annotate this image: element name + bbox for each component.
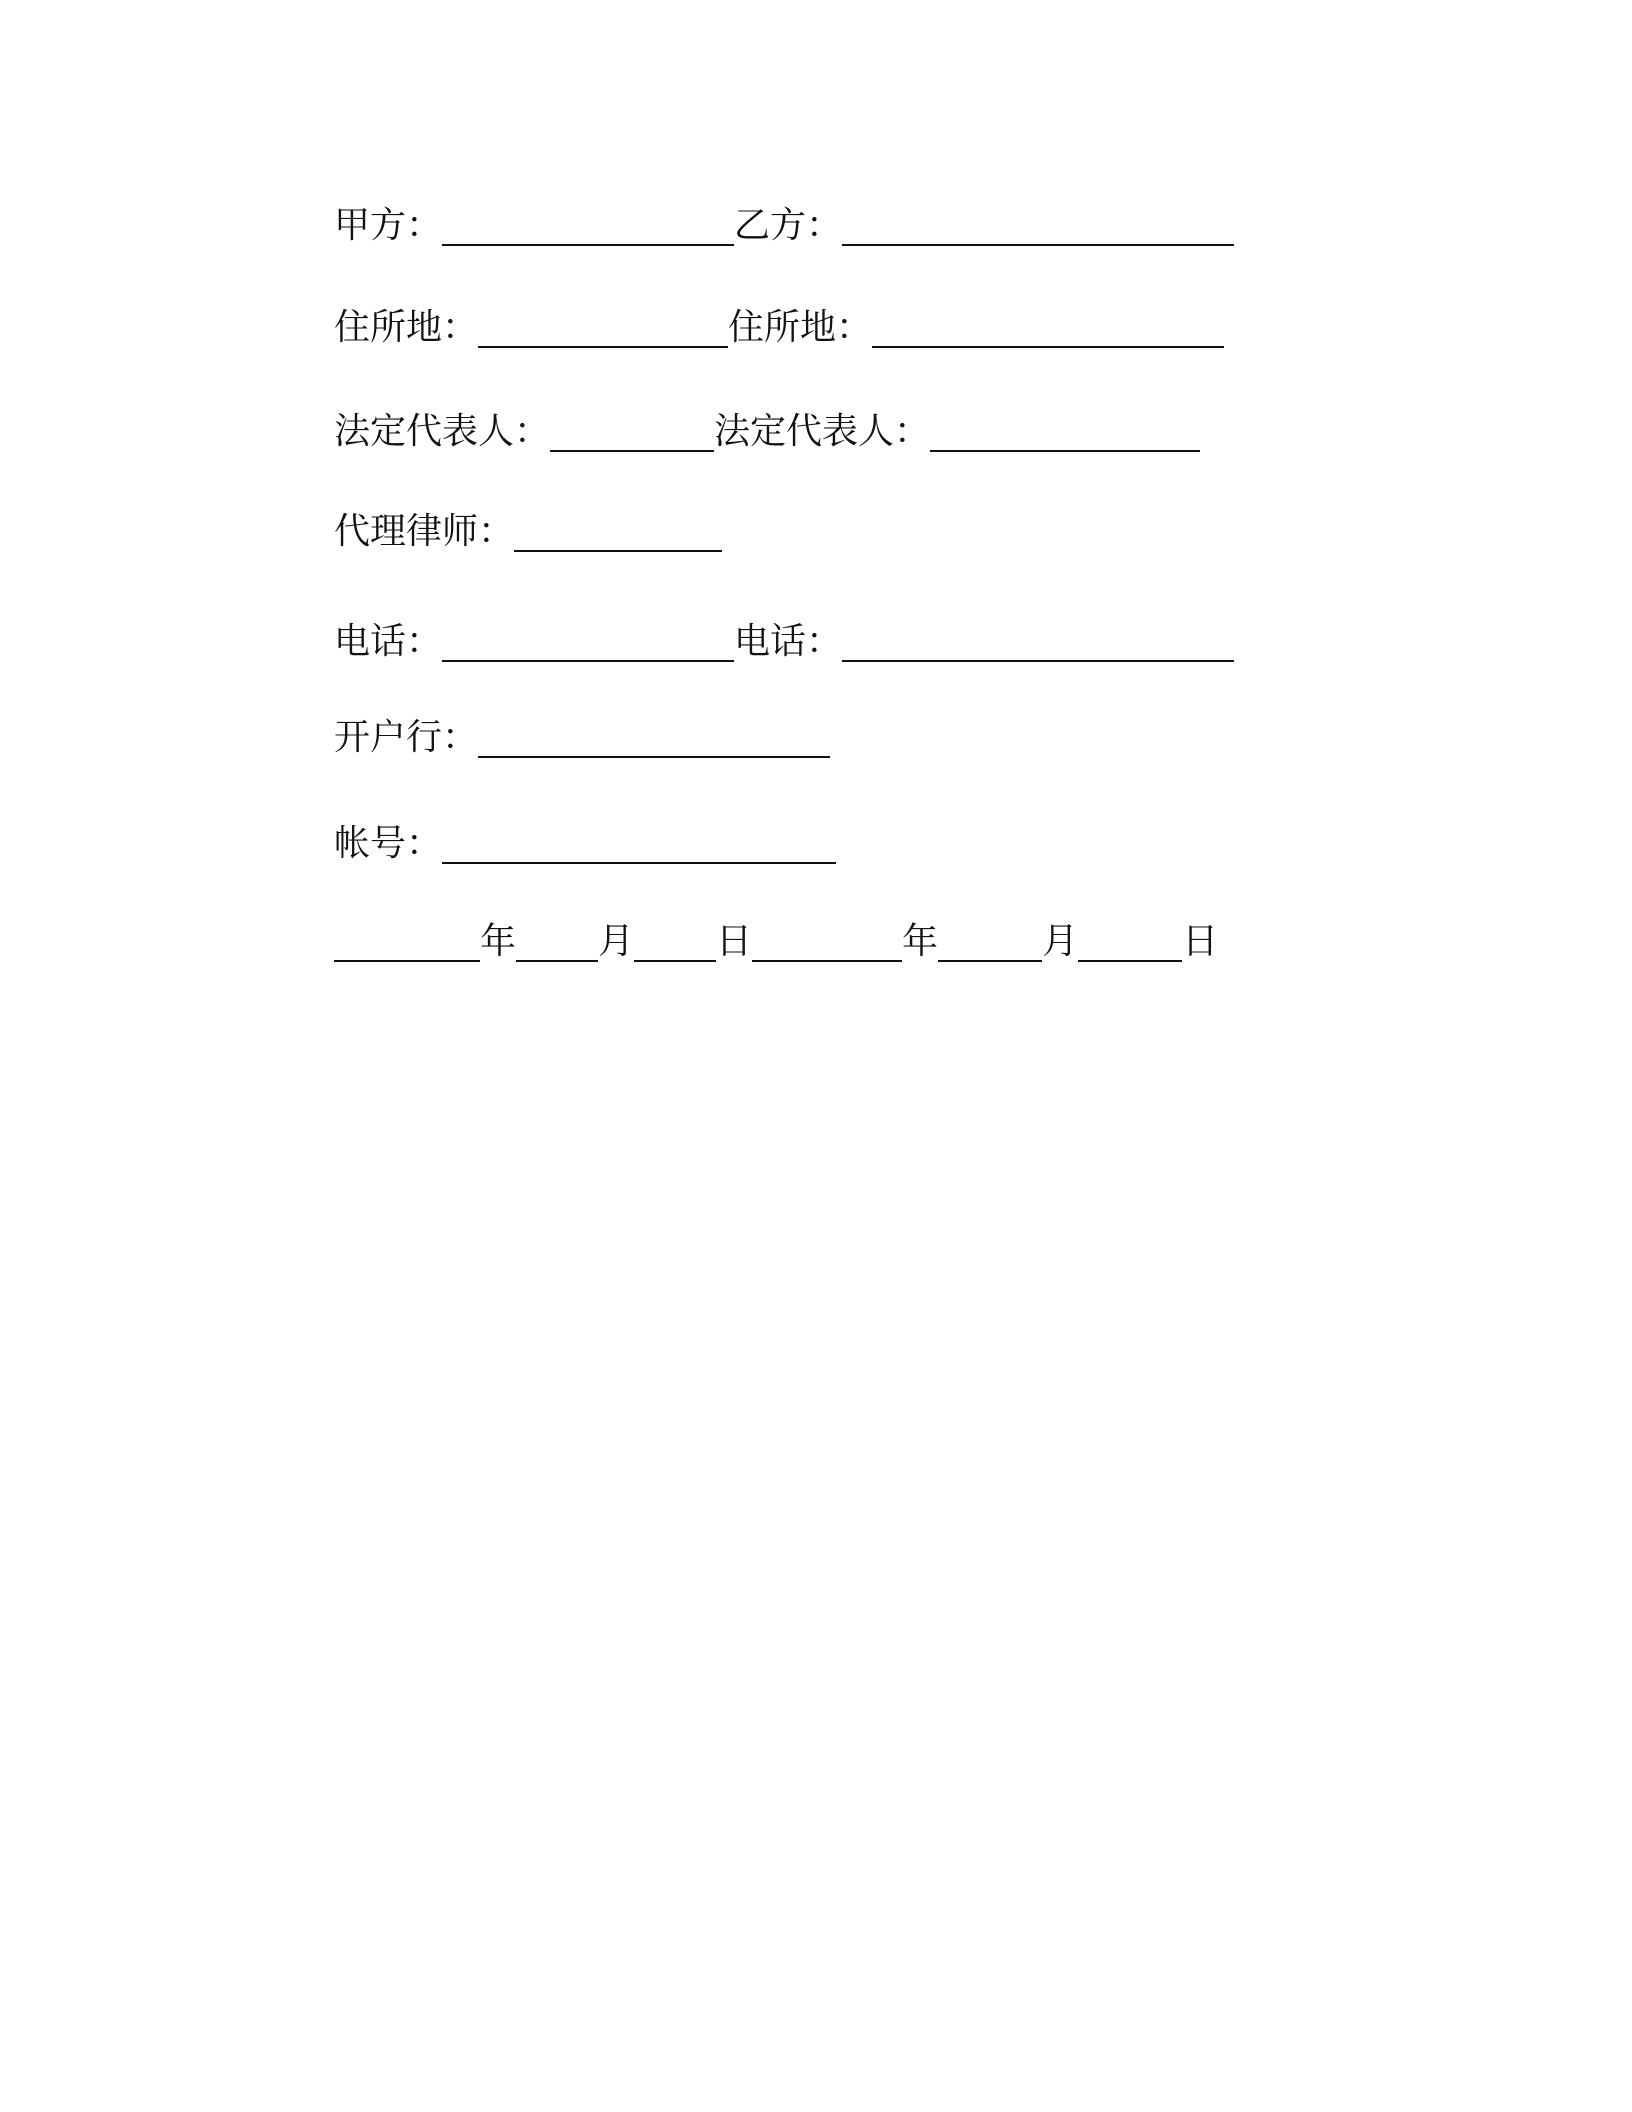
party-a-blank[interactable] xyxy=(442,204,734,246)
party-b-label: 乙方： xyxy=(734,205,843,246)
date-b-day-blank[interactable] xyxy=(1078,920,1182,962)
representative-row xyxy=(334,404,1200,454)
bank-row xyxy=(334,710,830,760)
date-b-day-label: 日 xyxy=(1182,921,1219,962)
lawyer-blank[interactable] xyxy=(514,510,722,552)
account-label: 帐号： xyxy=(334,823,443,864)
date-row xyxy=(334,914,1218,964)
bank-blank[interactable] xyxy=(478,716,830,758)
party-a-label: 甲方： xyxy=(334,205,443,246)
rep-b-label: 法定代表人： xyxy=(714,411,931,452)
address-b-label: 住所地： xyxy=(728,307,873,348)
date-a-year-label: 年 xyxy=(480,921,517,962)
date-a-day-label: 日 xyxy=(716,921,753,962)
date-a-day-blank[interactable] xyxy=(634,920,716,962)
address-a-blank[interactable] xyxy=(478,306,728,348)
rep-a-blank[interactable] xyxy=(550,410,714,452)
phone-a-blank[interactable] xyxy=(442,620,734,662)
phone-row xyxy=(334,614,1234,664)
rep-a-label: 法定代表人： xyxy=(334,411,551,452)
date-b-year-blank[interactable] xyxy=(752,920,902,962)
date-b-month-blank[interactable] xyxy=(938,920,1042,962)
lawyer-row xyxy=(334,504,722,554)
party-row xyxy=(334,198,1234,248)
account-blank[interactable] xyxy=(442,822,836,864)
address-a-label: 住所地： xyxy=(334,307,479,348)
rep-b-blank[interactable] xyxy=(930,410,1200,452)
address-b-blank[interactable] xyxy=(872,306,1224,348)
account-row xyxy=(334,816,836,866)
phone-a-label: 电话： xyxy=(334,621,443,662)
address-row xyxy=(334,300,1224,350)
date-b-year-label: 年 xyxy=(902,921,939,962)
bank-label: 开户行： xyxy=(334,717,479,758)
phone-b-label: 电话： xyxy=(734,621,843,662)
date-a-month-label: 月 xyxy=(598,921,635,962)
party-b-blank[interactable] xyxy=(842,204,1234,246)
lawyer-label: 代理律师： xyxy=(334,511,515,552)
date-b-month-label: 月 xyxy=(1042,921,1079,962)
date-a-month-blank[interactable] xyxy=(516,920,598,962)
phone-b-blank[interactable] xyxy=(842,620,1234,662)
date-a-year-blank[interactable] xyxy=(334,920,480,962)
